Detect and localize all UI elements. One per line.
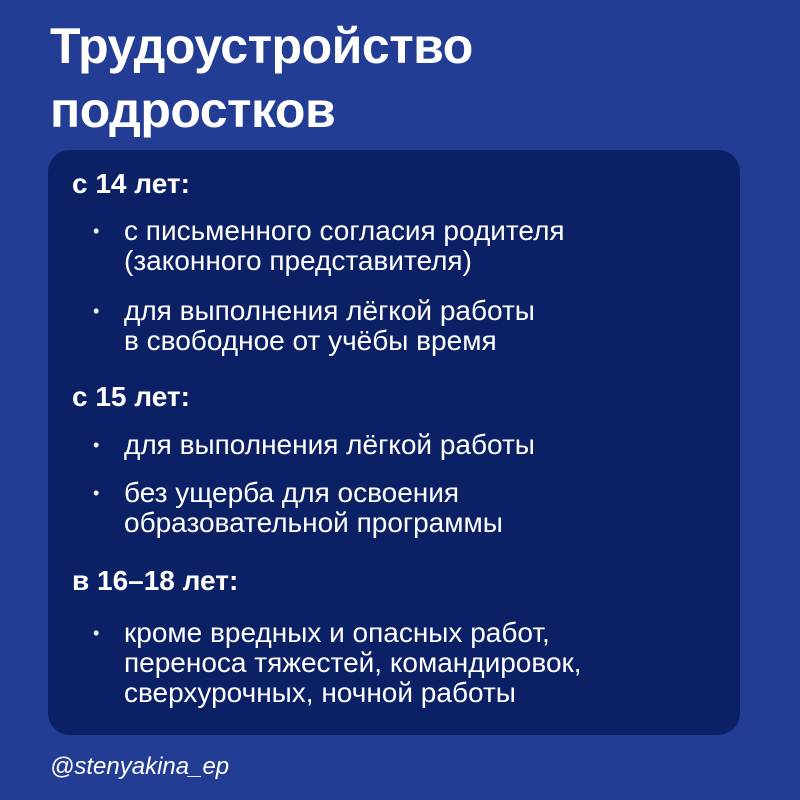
page-title-line-2: подростков [50,82,336,138]
list-item-line: переноса тяжестей, командировок, [124,647,582,678]
section-heading-age-15: с 15 лет: [72,381,190,412]
list-item-line: кроме вредных и опасных работ, [124,617,550,648]
list-item-line: для выполнения лёгкой работы [124,295,535,326]
list-item [124,216,565,276]
bullet-icon: • [93,301,100,321]
list-item-line: (законного представителя) [124,245,472,276]
list-item [124,478,503,538]
list-item-line: в свободное от учёбы время [124,325,497,356]
author-handle: @stenyakina_ep [50,753,230,780]
bullet-icon: • [93,483,100,503]
list-item [124,296,535,356]
bullet-icon: • [93,435,100,455]
bullet-icon: • [93,221,100,241]
list-item-line: образовательной программы [124,507,503,538]
list-item-line: с письменного согласия родителя [124,215,565,246]
list-item-line: сверхурочных, ночной работы [124,677,516,708]
bullet-icon: • [93,623,100,643]
list-item [124,618,582,708]
page-title [50,14,750,142]
page-title-line-1: Трудоустройство [50,18,473,74]
list-item-line: без ущерба для освоения [124,477,460,508]
list-item [124,430,535,460]
section-heading-age-16-18: в 16–18 лет: [72,565,239,596]
section-heading-age-14: с 14 лет: [72,168,190,199]
list-item-line: для выполнения лёгкой работы [124,429,535,460]
